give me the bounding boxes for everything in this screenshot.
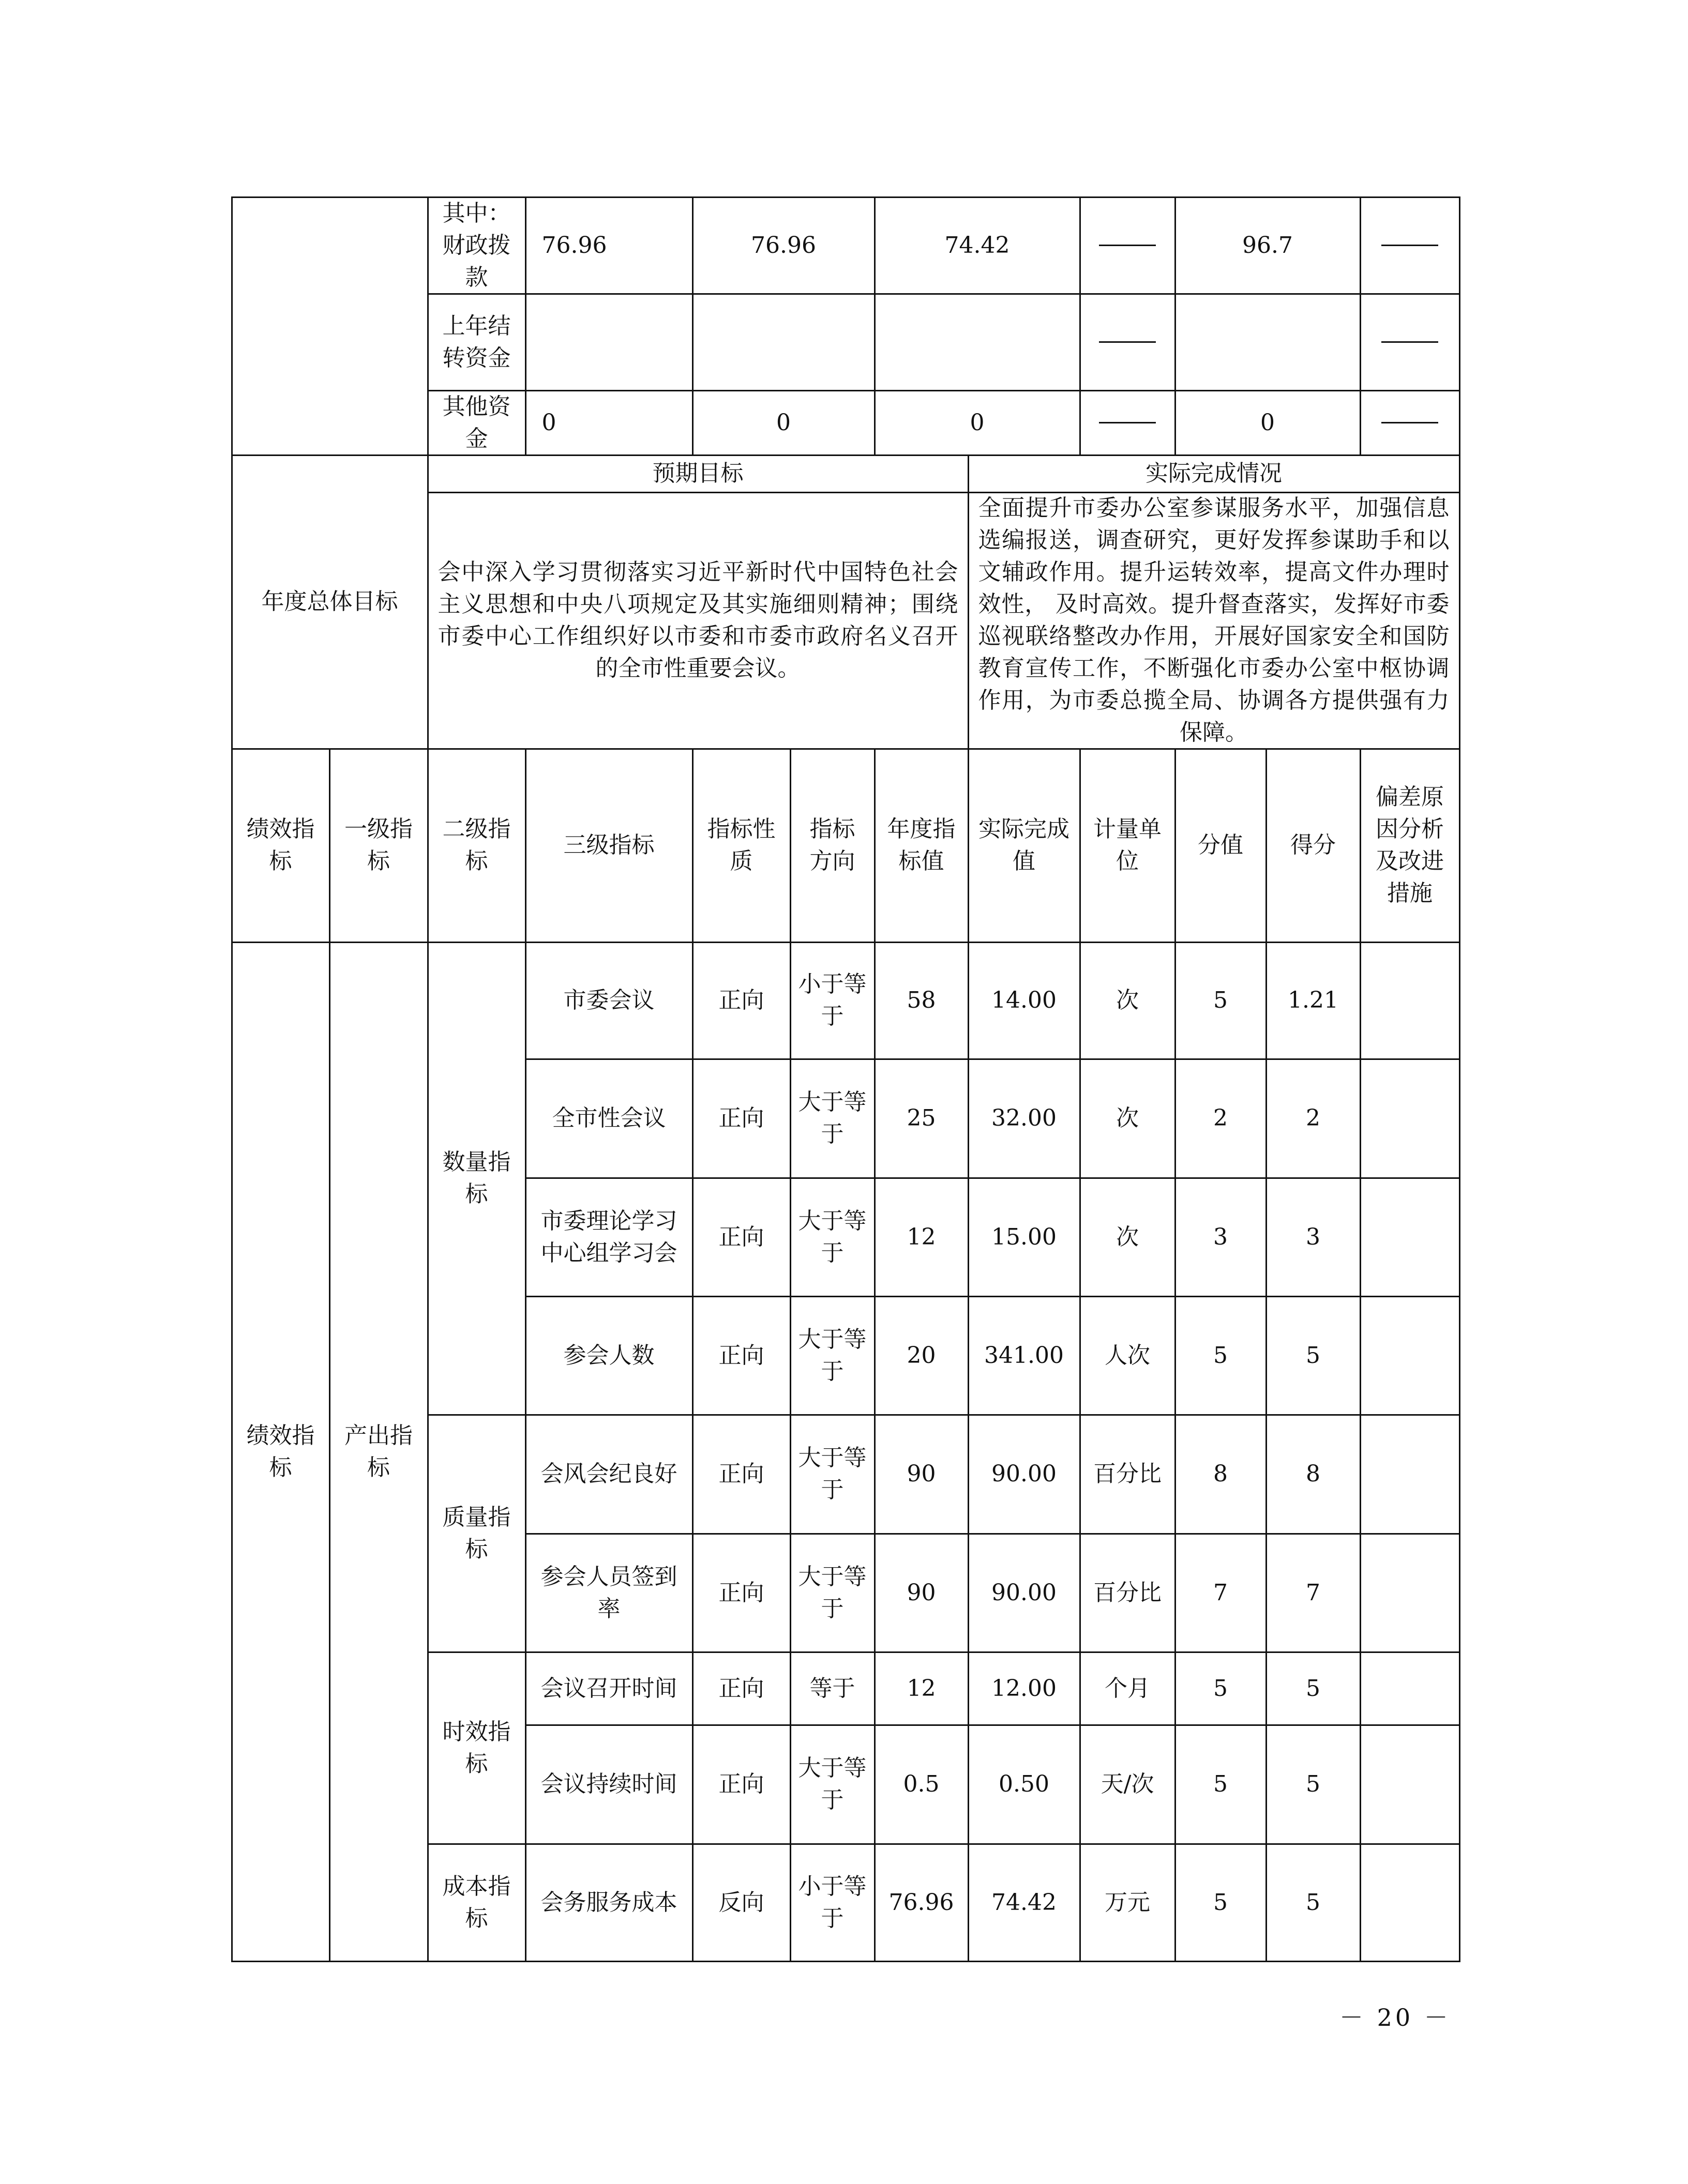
indicator-weight-cell-text: 5: [1213, 1675, 1228, 1702]
indicator-actual-cell: [968, 1177, 1081, 1297]
indicator-target-cell-text: 90: [907, 1461, 936, 1487]
em-dash-placeholder: [1099, 341, 1156, 343]
header-weight: [1174, 748, 1267, 943]
indicator-unit-cell-text: 人次: [1105, 1342, 1150, 1369]
indicator-direction-cell-text: 小于等于: [798, 971, 867, 1029]
indicator-weight-cell-text: 2: [1213, 1105, 1228, 1131]
indicator-score-cell: [1265, 1724, 1361, 1845]
indicator-direction-cell: [790, 1651, 876, 1726]
indicator-name-cell-text: 会议持续时间: [540, 1771, 677, 1797]
indicator-unit-cell-text: 天/次: [1101, 1771, 1154, 1797]
indicator-name-cell: [525, 1533, 694, 1653]
indicator-actual-cell: [968, 1724, 1081, 1845]
header-direction: [790, 748, 876, 943]
indicator-unit-cell-text: 次: [1116, 1105, 1139, 1131]
indicator-unit-cell: [1079, 1058, 1176, 1179]
annual-goal-label-text: 年度总体目标: [261, 588, 398, 615]
header-level1-text: 一级指标: [344, 816, 413, 874]
funding-full-year-executed-cell-text: 74.42: [944, 232, 1010, 259]
indicator-score-cell: [1265, 1296, 1361, 1416]
indicator-score-cell: [1265, 1058, 1361, 1179]
indicator-direction-cell: [790, 1533, 876, 1653]
output-indicator-group: [329, 942, 429, 1962]
header-level3: [525, 748, 694, 943]
header-actual-text: 实际完成值: [978, 816, 1069, 874]
indicator-actual-cell-text: 12.00: [991, 1675, 1057, 1702]
indicator-target-cell-text: 90: [907, 1579, 936, 1606]
indicator-unit-cell-text: 次: [1116, 1223, 1139, 1250]
header-target-text: 年度指标值: [887, 816, 956, 874]
indicator-unit-cell-text: 万元: [1105, 1889, 1150, 1916]
indicator-weight-cell-text: 3: [1213, 1223, 1228, 1250]
indicator-weight-cell: [1174, 1533, 1267, 1653]
indicator-name-cell-text: 全市性会议: [552, 1105, 666, 1131]
indicator-target-cell-text: 76.96: [888, 1889, 954, 1916]
header-weight-text: 分值: [1198, 832, 1243, 858]
indicator-name-cell: [525, 1724, 694, 1845]
indicator-name-cell: [525, 1843, 694, 1962]
expected-goal-header-text: 预期目标: [652, 460, 744, 487]
indicator-deviation-cell: [1360, 1724, 1460, 1845]
indicator-nature-cell: [692, 1533, 791, 1653]
level2-group-2: [427, 1651, 526, 1845]
indicator-weight-cell: [1174, 942, 1267, 1060]
indicator-unit-cell: [1079, 1843, 1176, 1962]
indicator-nature-cell-text: 正向: [718, 987, 764, 1013]
funding-score-cell: [1360, 293, 1460, 391]
indicator-direction-cell: [790, 1296, 876, 1416]
funding-annual-budget-cell: [525, 196, 694, 295]
indicator-weight-cell-text: 5: [1213, 987, 1228, 1013]
expected-goal-header: [427, 454, 969, 493]
indicator-direction-cell: [790, 1843, 876, 1962]
indicator-weight-cell-text: 8: [1213, 1461, 1228, 1487]
indicator-unit-cell: [1079, 1724, 1176, 1845]
indicator-actual-cell-text: 0.50: [999, 1771, 1049, 1797]
actual-completion-header-text: 实际完成情况: [1146, 460, 1282, 487]
em-dash-placeholder: [1099, 245, 1156, 246]
header-deviation: [1360, 748, 1460, 943]
indicator-target-cell-text: 25: [907, 1105, 936, 1131]
indicator-target-cell-text: 58: [907, 987, 936, 1013]
indicator-weight-cell-text: 7: [1213, 1579, 1228, 1606]
indicator-score-cell: [1265, 1843, 1361, 1962]
indicator-actual-cell-text: 90.00: [991, 1461, 1057, 1487]
indicator-nature-cell-text: 正向: [718, 1342, 764, 1369]
indicator-name-cell-text: 参会人员签到率: [540, 1563, 677, 1622]
funding-section-label-cell: [231, 196, 429, 456]
output-indicator-group-text: 产出指标: [344, 1422, 413, 1481]
indicator-direction-cell-text: 小于等于: [798, 1873, 867, 1932]
funding-row-label: [427, 196, 526, 295]
indicator-direction-cell-text: 大于等于: [798, 1089, 867, 1147]
perf-indicator-group-text: 绩效指标: [246, 1422, 315, 1481]
header-level1: [329, 748, 429, 943]
indicator-score-cell: [1265, 1177, 1361, 1297]
funding-annual-budget-cell: [525, 293, 694, 391]
indicator-target-cell: [874, 1724, 969, 1845]
indicator-name-cell-text: 参会人数: [563, 1342, 655, 1369]
funding-execution-rate-cell: [1174, 390, 1361, 456]
indicator-score-cell-text: 7: [1306, 1579, 1320, 1606]
annual-goal-label: [231, 454, 429, 750]
indicator-direction-cell-text: 大于等于: [798, 1755, 867, 1813]
indicator-nature-cell-text: 正向: [718, 1579, 764, 1606]
indicator-name-cell-text: 会风会纪良好: [540, 1461, 677, 1487]
indicator-score-cell-text: 5: [1306, 1342, 1320, 1369]
indicator-unit-cell: [1079, 1296, 1176, 1416]
indicator-score-cell-text: 5: [1306, 1889, 1320, 1916]
funding-full-year-executed-cell: [874, 293, 1081, 391]
page-number: － 20 －: [1339, 2004, 1451, 2031]
level2-group-2-text: 时效指标: [442, 1718, 511, 1777]
header-actual: [968, 748, 1081, 943]
indicator-name-cell-text: 会务服务成本: [540, 1889, 677, 1916]
indicator-weight-cell: [1174, 1414, 1267, 1535]
indicator-deviation-cell: [1360, 942, 1460, 1060]
indicator-direction-cell-text: 大于等于: [798, 1563, 867, 1622]
header-nature-text: 指标性质: [707, 816, 776, 874]
level2-group-3: [427, 1843, 526, 1962]
indicator-actual-cell-text: 15.00: [991, 1223, 1057, 1250]
indicator-target-cell: [874, 1651, 969, 1726]
indicator-score-cell-text: 2: [1306, 1105, 1320, 1131]
indicator-nature-cell: [692, 1414, 791, 1535]
indicator-actual-cell: [968, 942, 1081, 1060]
funding-weight-cell: [1079, 293, 1176, 391]
indicator-score-cell: [1265, 1651, 1361, 1726]
funding-annual-budget-cell: [525, 390, 694, 456]
funding-row-label: [427, 390, 526, 456]
expected-goal-text-text: 会中深入学习贯彻落实习近平新时代中国特色社会主义思想和中央八项规定及其实施细则精神；围绕市委中心工作组织好以市委和市委市政府名义召开的全市性重要会议。: [438, 559, 958, 681]
indicator-nature-cell-text: 反向: [718, 1889, 764, 1916]
indicator-score-cell: [1265, 1533, 1361, 1653]
indicator-actual-cell: [968, 1843, 1081, 1962]
indicator-weight-cell-text: 5: [1213, 1889, 1228, 1916]
indicator-deviation-cell: [1360, 1651, 1460, 1726]
indicator-name-cell: [525, 1058, 694, 1179]
funding-annual-budget-cell-text: 0: [541, 409, 556, 436]
header-deviation-text: 偏差原因分析及改进措施: [1376, 784, 1444, 906]
indicator-nature-cell-text: 正向: [718, 1675, 764, 1702]
header-score-text: 得分: [1290, 832, 1336, 858]
funding-execution-rate-cell-text: 96.7: [1242, 232, 1293, 259]
indicator-target-cell-text: 12: [907, 1223, 936, 1250]
funding-row-label-text: 其他资金: [442, 393, 511, 452]
funding-full-year-budget-cell: [692, 196, 876, 295]
indicator-actual-cell: [968, 1296, 1081, 1416]
indicator-name-cell: [525, 1414, 694, 1535]
indicator-actual-cell-text: 90.00: [991, 1579, 1057, 1606]
indicator-weight-cell: [1174, 1296, 1267, 1416]
level2-group-0: [427, 942, 526, 1416]
indicator-actual-cell-text: 74.42: [991, 1889, 1057, 1916]
indicator-name-cell: [525, 942, 694, 1060]
indicator-target-cell: [874, 1843, 969, 1962]
indicator-nature-cell-text: 正向: [718, 1105, 764, 1131]
funding-row-label: [427, 293, 526, 391]
indicator-deviation-cell: [1360, 1533, 1460, 1653]
indicator-unit-cell-text: 百分比: [1093, 1579, 1162, 1606]
indicator-score-cell-text: 1.21: [1288, 987, 1338, 1013]
header-perf: [231, 748, 330, 943]
indicator-name-cell-text: 市委会议: [563, 987, 655, 1013]
funding-row-label-text: 其中：财政拨款: [442, 200, 511, 291]
indicator-target-cell-text: 0.5: [903, 1771, 940, 1797]
indicator-score-cell: [1265, 942, 1361, 1060]
header-score: [1265, 748, 1361, 943]
indicator-weight-cell: [1174, 1058, 1267, 1179]
indicator-direction-cell: [790, 1724, 876, 1845]
level2-group-3-text: 成本指标: [442, 1873, 511, 1932]
actual-completion-text: [968, 492, 1460, 750]
indicator-actual-cell-text: 14.00: [991, 987, 1057, 1013]
indicator-deviation-cell: [1360, 1414, 1460, 1535]
indicator-nature-cell: [692, 1724, 791, 1845]
header-level2-text: 二级指标: [442, 816, 511, 874]
funding-score-cell: [1360, 390, 1460, 456]
indicator-weight-cell-text: 5: [1213, 1771, 1228, 1797]
level2-group-0-text: 数量指标: [442, 1149, 511, 1207]
indicator-name-cell-text: 市委理论学习中心组学习会: [540, 1207, 677, 1266]
indicator-deviation-cell: [1360, 1058, 1460, 1179]
funding-annual-budget-cell-text: 76.96: [541, 232, 607, 259]
indicator-target-cell: [874, 1414, 969, 1535]
em-dash-placeholder: [1099, 422, 1156, 423]
header-direction-text: 指标方向: [809, 816, 855, 874]
funding-weight-cell: [1079, 196, 1176, 295]
indicator-weight-cell: [1174, 1843, 1267, 1962]
indicator-name-cell: [525, 1296, 694, 1416]
actual-completion-header: [968, 454, 1460, 493]
indicator-score-cell-text: 5: [1306, 1771, 1320, 1797]
indicator-actual-cell: [968, 1058, 1081, 1179]
indicator-target-cell: [874, 1533, 969, 1653]
indicator-nature-cell-text: 正向: [718, 1223, 764, 1250]
funding-execution-rate-cell: [1174, 293, 1361, 391]
indicator-direction-cell-text: 大于等于: [798, 1326, 867, 1385]
indicator-nature-cell: [692, 1058, 791, 1179]
indicator-target-cell-text: 12: [907, 1675, 936, 1702]
indicator-direction-cell: [790, 942, 876, 1060]
indicator-unit-cell: [1079, 1414, 1176, 1535]
indicator-actual-cell: [968, 1533, 1081, 1653]
indicator-target-cell-text: 20: [907, 1342, 936, 1369]
indicator-nature-cell: [692, 1651, 791, 1726]
indicator-nature-cell: [692, 1843, 791, 1962]
indicator-direction-cell: [790, 1414, 876, 1535]
expected-goal-text: [427, 492, 969, 750]
indicator-score-cell-text: 8: [1306, 1461, 1320, 1487]
indicator-direction-cell: [790, 1058, 876, 1179]
header-level3-text: 三级指标: [563, 832, 655, 858]
indicator-nature-cell-text: 正向: [718, 1461, 764, 1487]
indicator-unit-cell: [1079, 1177, 1176, 1297]
funding-full-year-executed-cell: [874, 196, 1081, 295]
indicator-nature-cell: [692, 1177, 791, 1297]
indicator-direction-cell: [790, 1177, 876, 1297]
em-dash-placeholder: [1381, 245, 1438, 246]
indicator-nature-cell-text: 正向: [718, 1771, 764, 1797]
indicator-deviation-cell: [1360, 1843, 1460, 1962]
funding-execution-rate-cell-text: 0: [1260, 409, 1275, 436]
indicator-target-cell: [874, 1296, 969, 1416]
funding-score-cell: [1360, 196, 1460, 295]
indicator-unit-cell-text: 次: [1116, 987, 1139, 1013]
indicator-weight-cell: [1174, 1651, 1267, 1726]
indicator-name-cell-text: 会议召开时间: [540, 1675, 677, 1702]
indicator-weight-cell: [1174, 1177, 1267, 1297]
funding-full-year-budget-cell-text: 0: [776, 409, 791, 436]
indicator-target-cell: [874, 1058, 969, 1179]
em-dash-placeholder: [1381, 341, 1438, 343]
indicator-actual-cell: [968, 1651, 1081, 1726]
indicator-nature-cell: [692, 1296, 791, 1416]
indicator-unit-cell: [1079, 1533, 1176, 1653]
level2-group-1: [427, 1414, 526, 1653]
indicator-nature-cell: [692, 942, 791, 1060]
indicator-weight-cell: [1174, 1724, 1267, 1845]
indicator-unit-cell: [1079, 942, 1176, 1060]
funding-full-year-budget-cell: [692, 390, 876, 456]
em-dash-placeholder: [1381, 422, 1438, 423]
indicator-unit-cell-text: 个月: [1105, 1675, 1150, 1702]
indicator-actual-cell-text: 341.00: [984, 1342, 1064, 1369]
funding-weight-cell: [1079, 390, 1176, 456]
perf-indicator-group: [231, 942, 330, 1962]
funding-full-year-executed-cell: [874, 390, 1081, 456]
header-perf-text: 绩效指标: [246, 816, 315, 874]
indicator-score-cell-text: 5: [1306, 1675, 1320, 1702]
level2-group-1-text: 质量指标: [442, 1504, 511, 1563]
indicator-direction-cell-text: 大于等于: [798, 1445, 867, 1503]
actual-completion-text-text: 全面提升市委办公室参谋服务水平，加强信息选编报送，调查研究，更好发挥参谋助手和以文辅政作用。提升运转效率，提高文件办理时效性， 及时高效。提升督查落实，发挥好市委巡视联络整改办作用，开展好国家安全和国防教育宣传工作，不断强化市委办公室中枢协调作用，为市委总揽全局、协调各方提供强有力保障。: [978, 495, 1450, 746]
header-nature: [692, 748, 791, 943]
indicator-direction-cell-text: 等于: [809, 1675, 855, 1702]
indicator-actual-cell-text: 32.00: [991, 1105, 1057, 1131]
funding-full-year-executed-cell-text: 0: [970, 409, 985, 436]
indicator-score-cell: [1265, 1414, 1361, 1535]
indicator-weight-cell-text: 5: [1213, 1342, 1228, 1369]
indicator-direction-cell-text: 大于等于: [798, 1207, 867, 1266]
header-unit: [1079, 748, 1176, 943]
indicator-unit-cell-text: 百分比: [1093, 1461, 1162, 1487]
indicator-target-cell: [874, 942, 969, 1060]
indicator-actual-cell: [968, 1414, 1081, 1535]
funding-full-year-budget-cell: [692, 293, 876, 391]
funding-row-label-text: 上年结转资金: [442, 312, 511, 371]
indicator-deviation-cell: [1360, 1296, 1460, 1416]
indicator-unit-cell: [1079, 1651, 1176, 1726]
header-level2: [427, 748, 526, 943]
indicator-score-cell-text: 3: [1306, 1223, 1320, 1250]
header-target: [874, 748, 969, 943]
indicator-deviation-cell: [1360, 1177, 1460, 1297]
funding-full-year-budget-cell-text: 76.96: [751, 232, 816, 259]
indicator-name-cell: [525, 1651, 694, 1726]
indicator-target-cell: [874, 1177, 969, 1297]
indicator-name-cell: [525, 1177, 694, 1297]
header-unit-text: 计量单位: [1093, 816, 1162, 874]
funding-execution-rate-cell: [1174, 196, 1361, 295]
